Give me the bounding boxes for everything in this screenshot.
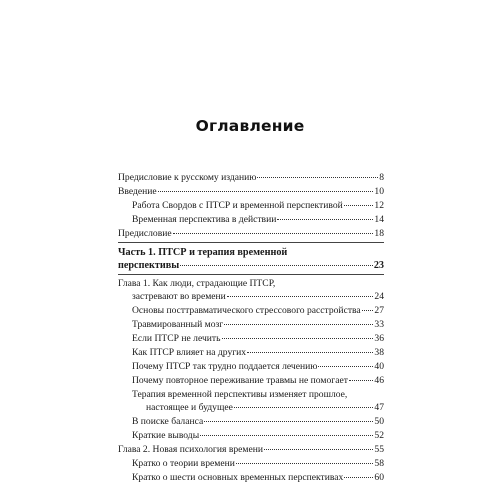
leader-dots <box>344 205 374 206</box>
toc-entry-label: Основы посттравматического стрессового расстройства <box>132 305 361 316</box>
toc-entry-label: Кратко о шести основных временных перспективах <box>132 472 344 483</box>
toc-entry[interactable] <box>132 361 384 373</box>
leader-dots <box>222 338 374 339</box>
section-divider <box>118 242 384 243</box>
leader-dots <box>318 366 373 367</box>
toc-entry[interactable] <box>132 200 384 212</box>
toc-page-number: 58 <box>374 458 384 469</box>
toc-entry[interactable] <box>132 472 384 484</box>
toc-entry-label: Предисловие к русскому изданию <box>118 172 257 183</box>
toc-page-number: 52 <box>374 430 384 441</box>
toc-entry-label: Кратко о теории времени <box>132 458 235 469</box>
leader-dots <box>227 296 374 297</box>
leader-dots <box>158 191 374 192</box>
toc-page-number: 47 <box>374 402 384 413</box>
leader-dots <box>277 219 373 220</box>
toc-entry-label: Почему повторное переживание травмы не помогает <box>132 375 348 386</box>
toc-page-number: 12 <box>374 200 384 211</box>
toc-page-number: 33 <box>374 319 384 330</box>
page-title: Оглавление <box>195 117 305 135</box>
toc-page-number: 36 <box>374 333 384 344</box>
toc-entry-label: Предисловие <box>118 228 172 239</box>
toc-entry-label: Как ПТСР влияет на других <box>132 347 247 358</box>
leader-dots <box>234 407 374 408</box>
toc-page-number: 60 <box>374 472 384 483</box>
toc-entry[interactable] <box>132 430 384 442</box>
toc-page-number: 18 <box>374 228 384 239</box>
toc-entry-label-line1[interactable]: Терапия временной перспективы изменяет прошлое, <box>132 389 348 400</box>
leader-dots <box>344 477 373 478</box>
toc-entry[interactable] <box>132 333 384 345</box>
toc-entry[interactable] <box>132 375 384 387</box>
toc-entry[interactable] <box>132 319 384 331</box>
toc-page-number: 50 <box>374 416 384 427</box>
toc-entry-label: Если ПТСР не лечить <box>132 333 221 344</box>
toc-page-number: 55 <box>374 444 384 455</box>
toc-entry[interactable] <box>118 260 384 272</box>
toc-entry[interactable] <box>132 416 384 428</box>
toc-entry[interactable] <box>132 458 384 470</box>
leader-dots <box>236 463 374 464</box>
leader-dots <box>264 449 373 450</box>
toc-entry[interactable] <box>132 291 384 303</box>
toc-entry[interactable] <box>118 172 384 184</box>
toc-entry-label: Работа Свордов с ПТСР и временной перспективой <box>132 200 343 211</box>
toc-page-number: 27 <box>374 305 384 316</box>
toc-entry-label: Краткие выводы <box>132 430 200 441</box>
leader-dots <box>257 177 378 178</box>
toc-page-number: 46 <box>374 375 384 386</box>
leader-dots <box>224 324 373 325</box>
toc-page-number: 40 <box>374 361 384 372</box>
section-divider <box>118 274 384 275</box>
toc-entry[interactable] <box>132 305 384 317</box>
toc-entry[interactable] <box>118 444 384 456</box>
part-heading[interactable]: Часть 1. ПТСР и терапия временной <box>118 247 288 258</box>
leader-dots <box>173 233 374 234</box>
toc-page-number: 24 <box>374 291 384 302</box>
toc-entry[interactable] <box>132 347 384 359</box>
toc-entry-label: настоящее и будущее <box>146 402 233 413</box>
chapter-heading[interactable]: Глава 1. Как люди, страдающие ПТСР, <box>118 278 276 289</box>
leader-dots <box>349 380 374 381</box>
leader-dots <box>362 310 374 311</box>
leader-dots <box>247 352 373 353</box>
toc-page-number: 10 <box>374 186 384 197</box>
toc-entry[interactable] <box>146 402 384 414</box>
toc-page-number: 23 <box>373 260 384 271</box>
toc-page-number: 14 <box>374 214 384 225</box>
toc-page-number: 8 <box>379 172 384 183</box>
toc-entry-label: Временная перспектива в действии <box>132 214 277 225</box>
leader-dots <box>204 421 373 422</box>
toc-entry-label: Введение <box>118 186 157 197</box>
leader-dots <box>180 265 373 266</box>
toc-entry[interactable] <box>132 214 384 226</box>
toc-entry-label: В поиске баланса <box>132 416 204 427</box>
toc-entry[interactable] <box>118 228 384 240</box>
toc-page-number: 38 <box>374 347 384 358</box>
toc-entry-label: Травмированный мозг <box>132 319 224 330</box>
toc-entry-label: застревают во времени <box>132 291 226 302</box>
toc-entry-label: Почему ПТСР так трудно поддается лечению <box>132 361 318 372</box>
toc-entry[interactable] <box>118 186 384 198</box>
toc-entry-label: перспективы <box>118 260 180 271</box>
toc-entry-label: Глава 2. Новая психология времени <box>118 444 263 455</box>
leader-dots <box>200 435 373 436</box>
